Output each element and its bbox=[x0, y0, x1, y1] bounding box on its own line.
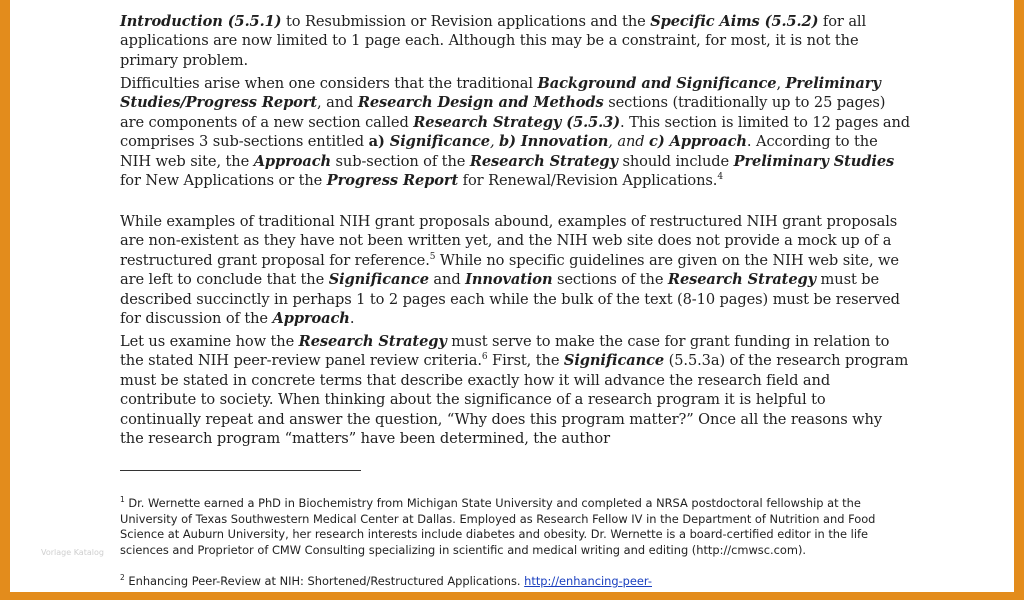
paragraph-4-segment: Significance bbox=[563, 352, 665, 370]
footnote-1 bbox=[120, 496, 910, 558]
paragraph-2-segment: . This section is limited to 12 pages and comprises 3 sub-sections entitled bbox=[120, 113, 911, 151]
paragraph-2-segment: 4 bbox=[717, 172, 723, 183]
paragraph-3-segment: Significance bbox=[328, 271, 429, 289]
document-page bbox=[10, 0, 1014, 592]
paragraph-2-segment: Research Strategy (5.5.3) bbox=[413, 113, 621, 131]
paragraph-1 bbox=[120, 12, 910, 70]
paragraph-3-segment: Research Strategy bbox=[667, 271, 816, 289]
paragraph-3-segment: . bbox=[349, 310, 355, 328]
paragraph-1-segment: Specific Aims (5.5.2) bbox=[650, 13, 819, 30]
paragraph-2-segment: c) bbox=[649, 133, 670, 151]
paragraph-2-segment: , and bbox=[608, 133, 650, 151]
paragraph-2-segment: Background and Significance bbox=[537, 75, 777, 92]
paragraph-2-segment: Research Design and Methods bbox=[357, 94, 604, 112]
paragraph-2-segment: Significance bbox=[389, 133, 490, 151]
footnote-1-text: Dr. Wernette earned a PhD in Biochemistry from Michigan State University and completed a NRSA postdoctoral fellowship at the University of Texas Southwestern Medical Center at Dallas. Employed as Research Fellow IV in the Department of Nutrition and Food Science at Auburn University, her research interests include diabetes and obesity. Dr. Wernette is a board-certified editor in the life sciences and Proprietor of CMW Consulting specializing in scientific and medical writing and editing (http://cmwsc.com). bbox=[120, 496, 876, 557]
paragraph-2-segment: . According to the NIH web site, the bbox=[120, 133, 878, 170]
paragraph-2-segment: , bbox=[776, 75, 786, 92]
paragraph-1-segment: Introduction (5.5.1) bbox=[120, 13, 282, 30]
paragraph-4-segment: must serve to make the case for grant funding in relation to the stated NIH peer-review panel review criteria. bbox=[120, 333, 890, 370]
footnote-2-text: Enhancing Peer-Review at NIH: Shortened/Restructured Applications. bbox=[124, 574, 525, 588]
paragraph-2-segment: Approach bbox=[253, 152, 331, 170]
paragraph-2-segment: Approach bbox=[669, 133, 747, 151]
paragraph-1-segment: to Resubmission or Revision applications and the bbox=[281, 13, 651, 30]
paragraph-2-segment: , and bbox=[317, 94, 358, 112]
paragraph-1-segment: for all applications are now limited to 1 page each. Although this may be a constraint, for most, it is not the primary problem. bbox=[120, 13, 867, 69]
paragraph-2-segment: for New Applications or the bbox=[120, 172, 327, 190]
paragraph-2-segment: Innovation bbox=[520, 133, 609, 151]
paragraph-2-segment: for Renewal/Revision Applications. bbox=[458, 172, 718, 190]
paragraph-3-segment: While no specific guidelines are given on the NIH web site, we are left to conclude that the bbox=[120, 251, 899, 289]
paragraph-2-segment: Progress Report bbox=[326, 172, 459, 190]
paragraph-3-segment: While examples of traditional NIH grant proposals abound, examples of restructured NIH grant proposals are non-existent as they have not been written yet, and the NIH web site does not provide a mock up of a restructured grant proposal for reference. bbox=[120, 213, 898, 269]
footnote-2 bbox=[120, 574, 910, 590]
footnote-2-link[interactable]: http://enhancing-peer- bbox=[524, 574, 652, 588]
watermark-text: Vorlage Katalog bbox=[41, 548, 104, 557]
paragraph-2-segment: Preliminary Studies bbox=[733, 152, 895, 170]
footnote-2-marker: 2 bbox=[120, 573, 125, 582]
paragraph-2-segment: Difficulties arise when one considers that the traditional bbox=[120, 75, 538, 92]
paragraph-4-segment: (5.5.3a) of the research program must be stated in concrete terms that describe exactly how it will advance the research field and contribute to society. When thinking about the significance of a research program it is helpful to continually repeat and answer the question, “Why does this program matter?” Once all the reasons why the research program “matters” have been determined, the author bbox=[120, 352, 909, 448]
paragraph-3-segment: and bbox=[428, 271, 466, 289]
paragraph-4-segment: 6 bbox=[481, 352, 488, 363]
paragraph-2-segment: Preliminary Studies/Progress Report bbox=[120, 75, 881, 112]
paragraph-3-segment: 5 bbox=[429, 251, 436, 262]
paragraph-3-segment: Approach bbox=[272, 310, 350, 328]
paragraph-2-segment: b) bbox=[499, 133, 521, 151]
paragraph-3-segment: sections of the bbox=[552, 271, 668, 289]
paragraph-4-segment: Let us examine how the bbox=[120, 333, 299, 350]
paragraph-2 bbox=[120, 74, 910, 190]
paragraph-2-segment: should include bbox=[617, 152, 734, 170]
paragraph-4-segment: First, the bbox=[487, 352, 564, 370]
paragraph-2-segment: , bbox=[489, 133, 500, 151]
paragraph-4-segment: Research Strategy bbox=[298, 333, 447, 350]
paragraph-4 bbox=[120, 332, 910, 448]
footnote-1-marker: 1 bbox=[120, 495, 125, 504]
paragraph-3-segment: must be described succinctly in perhaps 1 to 2 pages each while the bulk of the text (8-10 pages) must be reserved for discussion of the bbox=[120, 271, 900, 328]
paragraph-2-segment: Research Strategy bbox=[469, 152, 618, 170]
paragraph-2-segment: a) bbox=[368, 133, 390, 151]
paragraph-3 bbox=[120, 212, 910, 328]
footnote-separator bbox=[120, 470, 361, 471]
paragraph-3-segment: Innovation bbox=[465, 271, 553, 289]
paragraph-2-segment: sub-section of the bbox=[331, 152, 470, 170]
paragraph-2-segment: sections (traditionally up to 25 pages) are components of a new section called bbox=[120, 94, 886, 131]
